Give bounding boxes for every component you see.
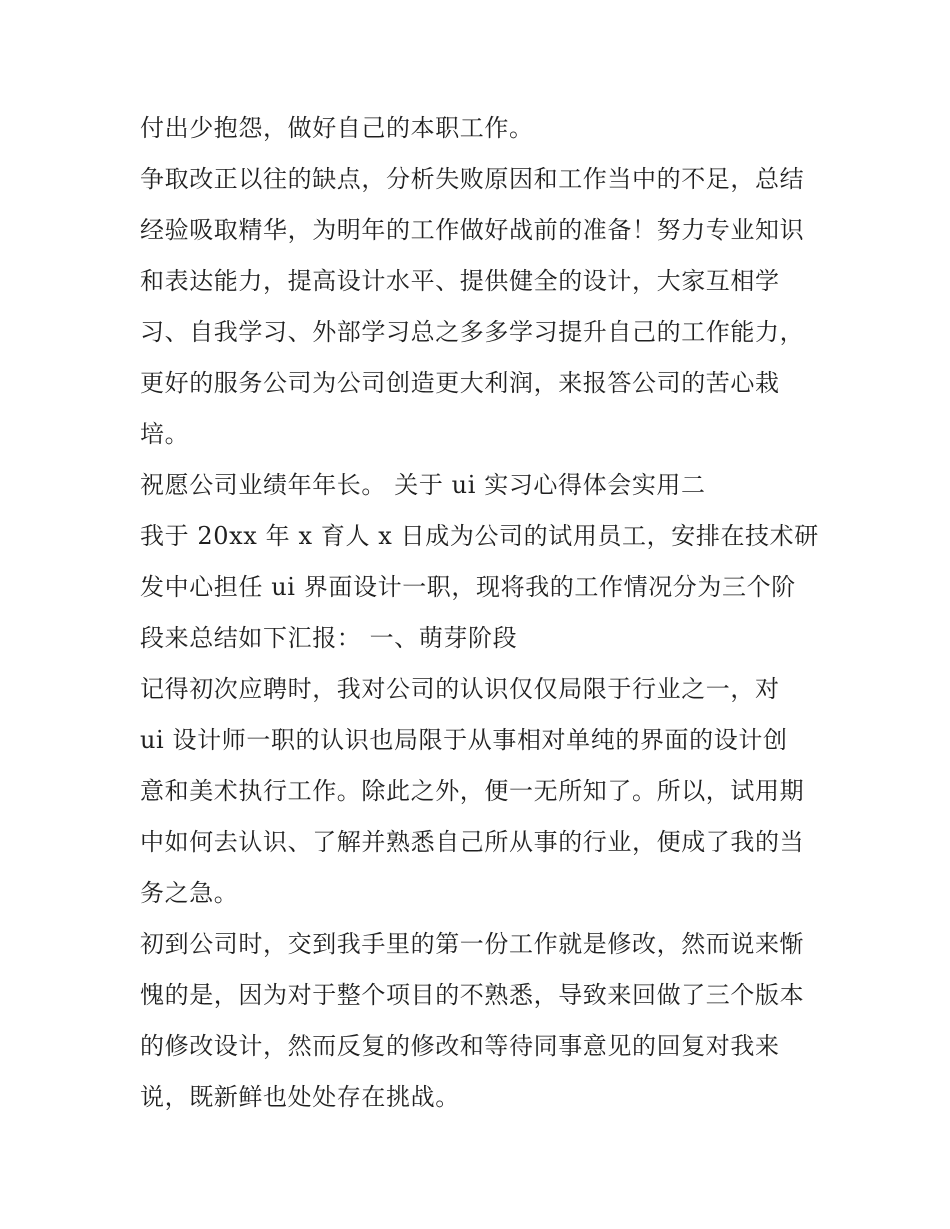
text-line: 和表达能力，提高设计水平、提供健全的设计，大家互相学 — [140, 267, 780, 295]
text-line: 付出少抱怨，做好自己的本职工作。 — [140, 114, 534, 142]
text-line: 习、自我学习、外部学习总之多多学习提升自己的工作能力， — [140, 318, 805, 346]
text-line: 意和美术执行工作。除此之外，便一无所知了。所以，试用期 — [140, 777, 805, 805]
text-line: 培。 — [140, 420, 190, 448]
text-line: 务之急。 — [140, 879, 239, 907]
text-line: ui 设计师一职的认识也局限于从事相对单纯的界面的设计创 — [140, 726, 788, 754]
text-line: 经验吸取精华，为明年的工作做好战前的准备！努力专业知识 — [140, 216, 805, 244]
text-line: 祝愿公司业绩年年长。 关于 ui 实习心得体会实用二 — [140, 471, 706, 499]
text-line: 争取改正以往的缺点，分析失败原因和工作当中的不足，总结 — [140, 165, 805, 193]
document-body — [140, 103, 820, 1123]
text-line: 初到公司时，交到我手里的第一份工作就是修改，然而说来惭 — [140, 930, 805, 958]
text-line: 发中心担任 ui 界面设计一职，现将我的工作情况分为三个阶 — [140, 573, 796, 601]
text-line: 记得初次应聘时，我对公司的认识仅仅局限于行业之一，对 — [140, 675, 780, 703]
text-line: 愧的是，因为对于整个项目的不熟悉，导致来回做了三个版本 — [140, 981, 805, 1009]
text-line: 我于 20xx 年 x 育人 x 日成为公司的试用员工，安排在技术研 — [140, 522, 819, 550]
text-line: 段来总结如下汇报： 一、萌芽阶段 — [140, 624, 518, 652]
text-line: 更好的服务公司为公司创造更大利润，来报答公司的苦心栽 — [140, 369, 780, 397]
text-line: 中如何去认识、了解并熟悉自己所从事的行业，便成了我的当 — [140, 828, 805, 856]
text-line: 说，既新鲜也处处存在挑战。 — [140, 1083, 460, 1111]
text-line: 的修改设计，然而反复的修改和等待同事意见的回复对我来 — [140, 1032, 780, 1060]
